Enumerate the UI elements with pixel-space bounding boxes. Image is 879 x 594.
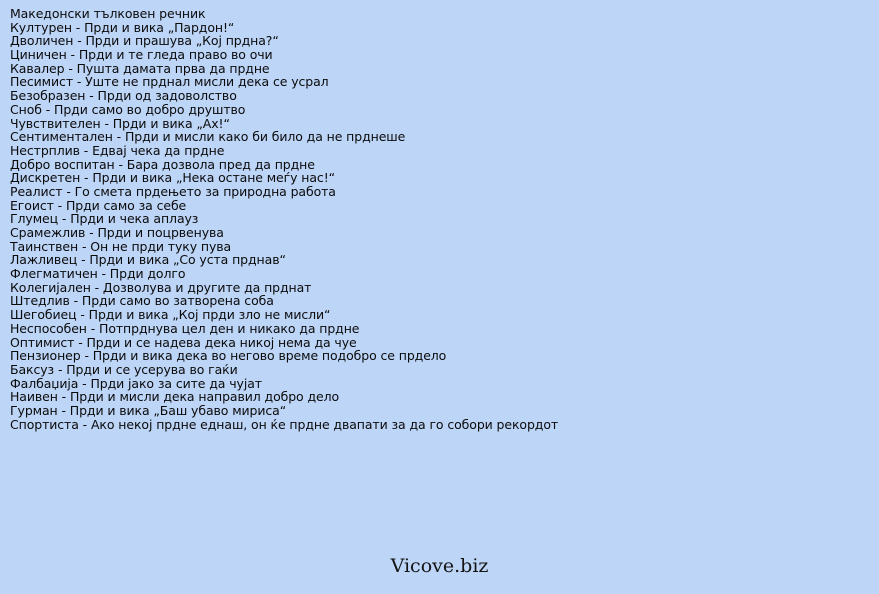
site-watermark: Vicove.biz [390,555,489,577]
joke-entry: Таинствен - Он не прди туку пува [10,238,232,254]
joke-entry: Дволичен - Прди и прашува „Кој прдна?“ [10,33,279,49]
joke-entry: Културен - Прди и вика „Пардон!“ [10,19,235,35]
joke-entry: Гурман - Прди и вика „Баш убаво мириса“ [10,402,287,418]
joke-entry: Чувствителен - Прди и вика „Ах!“ [10,115,230,131]
joke-entry: Наивен - Прди и мисли дека направил добро дело [10,389,340,405]
joke-entry: Пензионер - Прди и вика дека во негово време подобро се прдело [10,348,447,364]
joke-entry: Баксуз - Прди и се усерува во гаќи [10,361,238,377]
joke-entry: Оптимист - Прди и се надева дека никој нема да чуе [10,334,357,350]
joke-entry: Штедлив - Прди само во затворена соба [10,293,274,309]
joke-entry: Песимист - Уште не прднал мисли дека се усрал [10,74,329,90]
joke-entry: Безобразен - Прди од задоволство [10,88,237,104]
joke-entry: Добро воспитан - Бара дозвола пред да прдне [10,156,315,172]
joke-entry: Циничен - Прди и те гледа право во очи [10,47,273,63]
joke-entry: Лажливец - Прди и вика „Со уста прднав“ [10,252,286,268]
joke-entry: Егоист - Прди само за себе [10,197,187,213]
joke-entry: Фалбаџија - Прди јако за сите да чујат [10,375,262,391]
joke-entry: Флегматичен - Прди долго [10,266,186,282]
joke-entry: Колегијален - Дозволува и другите да прднат [10,279,312,295]
joke-entry: Спортиста - Ако некој прдне еднаш, он ќе прдне двапати за да го собори рекордот [10,416,559,432]
joke-entry: Срамежлив - Прди и поцрвенува [10,225,224,240]
joke-entry: Неспособен - Потпрднува цел ден и никако да прдне [10,320,360,336]
joke-text [10,7,870,431]
joke-entry: Дискретен - Прди и вика „Нека остане меѓу нас!“ [10,170,335,186]
joke-entry: Нестрплив - Едвај чека да прдне [10,142,225,158]
joke-entry: Сентиментален - Прди и мисли како би било да не прднеше [10,129,406,145]
joke-entry: Кавалер - Пушта дамата прва да прдне [10,60,270,76]
joke-title: Македонски тълковен речник [10,6,206,21]
joke-entry: Реалист - Го смета прдењето за природна работа [10,183,336,199]
joke-entry: Шегобиец - Прди и вика „Кој прди зло не мисли“ [10,307,331,323]
joke-entry: Глумец - Прди и чека аплауз [10,211,199,227]
joke-entry: Сноб - Прди само во добро друштво [10,101,246,117]
